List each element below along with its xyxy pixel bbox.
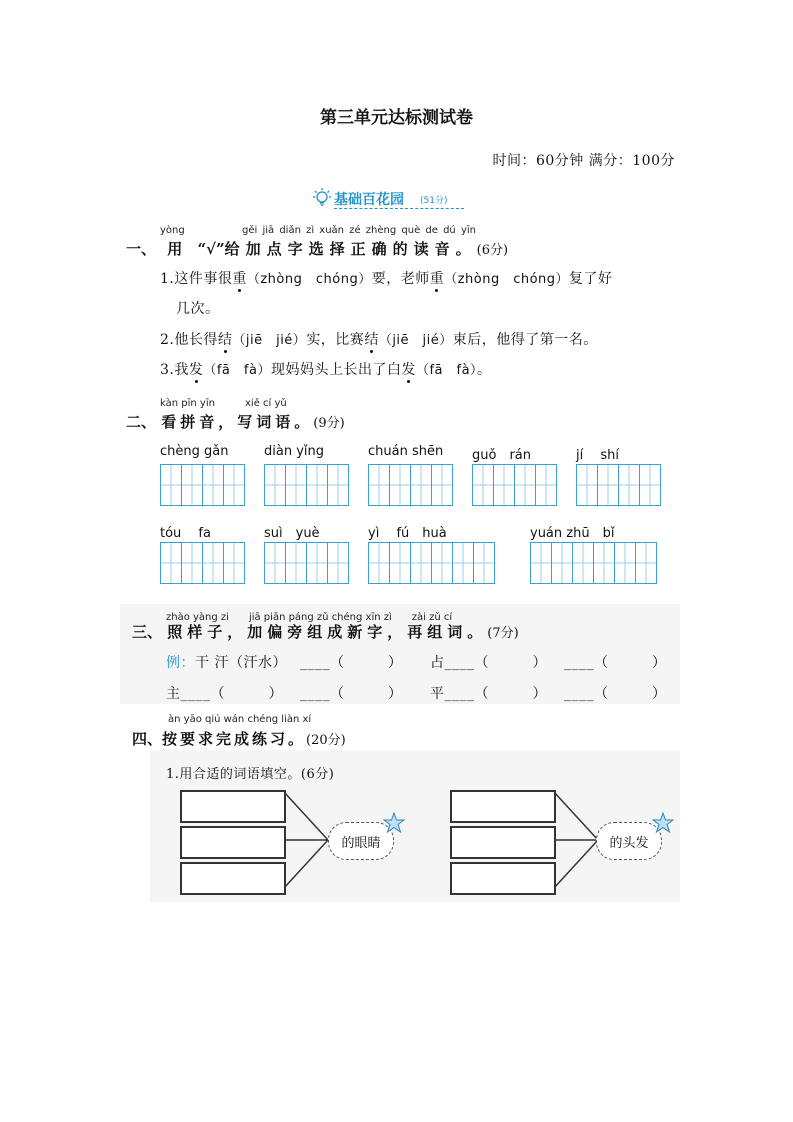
grid-cell[interactable] bbox=[453, 543, 474, 583]
pinyin-word-label: chuán shēn bbox=[368, 444, 444, 459]
item-number: 3. bbox=[160, 362, 175, 378]
grid-cell[interactable] bbox=[161, 465, 182, 505]
grid-cell[interactable] bbox=[307, 465, 328, 505]
grid-cell[interactable] bbox=[536, 465, 556, 505]
answer-blank[interactable]: ____（ ） bbox=[444, 655, 547, 671]
section1-pinyin-b: gěi jiā diǎn zì xuǎn zé zhèng què de dú yīn bbox=[242, 225, 476, 236]
grid-cell[interactable] bbox=[594, 543, 615, 583]
grid-cell[interactable] bbox=[636, 543, 656, 583]
section3-heading bbox=[132, 621, 519, 642]
grid-cell[interactable] bbox=[615, 543, 636, 583]
pinyin-options[interactable]: （jiē jié） bbox=[378, 333, 453, 348]
item-text: 要，老师 bbox=[371, 271, 430, 287]
grid-cell[interactable] bbox=[328, 465, 348, 505]
target-bubble-hair: 的头发 bbox=[596, 822, 662, 860]
banner-title: 基础百花园 bbox=[334, 192, 404, 208]
section3-example bbox=[166, 652, 287, 672]
section1-text-c: 给加点字选择正确的读音。 bbox=[224, 240, 477, 258]
section3-blank[interactable]: ____（ ） bbox=[300, 655, 403, 671]
item-text: 他长得 bbox=[174, 332, 218, 348]
base-char: 平 bbox=[430, 686, 445, 702]
section1-heading bbox=[126, 238, 508, 259]
section4-heading bbox=[132, 728, 346, 749]
item-text: 。 bbox=[477, 362, 492, 378]
pinyin-options[interactable]: （zhòng chóng） bbox=[444, 272, 570, 287]
section3-score: (7分) bbox=[487, 626, 519, 641]
grid-cell[interactable] bbox=[286, 543, 307, 583]
dotted-char: 重 bbox=[232, 271, 247, 287]
grid-cell[interactable] bbox=[473, 465, 494, 505]
grid-cell[interactable] bbox=[161, 543, 182, 583]
grid-cell[interactable] bbox=[203, 543, 224, 583]
grid-cell[interactable] bbox=[619, 465, 640, 505]
pinyin-options[interactable]: （fā fà） bbox=[203, 363, 271, 378]
grid-cell[interactable] bbox=[515, 465, 536, 505]
grid-cell[interactable] bbox=[224, 543, 244, 583]
section1-number: 一、 bbox=[126, 240, 157, 258]
example-text: 干 汗（汗水） bbox=[195, 655, 287, 671]
section1-checkmark: “√” bbox=[197, 240, 225, 258]
pinyin-options[interactable]: （jiē jié） bbox=[232, 333, 307, 348]
grid-cell[interactable] bbox=[432, 465, 452, 505]
pinyin-word-label: yì fú huà bbox=[368, 526, 447, 541]
target-bubble-eyes: 的眼睛 bbox=[328, 822, 394, 860]
grid-cell[interactable] bbox=[369, 465, 390, 505]
section4-pinyin: àn yāo qiú wán chéng liàn xí bbox=[168, 714, 312, 725]
grid-cell[interactable] bbox=[432, 543, 453, 583]
grid-cell[interactable] bbox=[307, 543, 328, 583]
pinyin-word-label: yuán zhū bǐ bbox=[530, 526, 615, 541]
section3-number: 三、 bbox=[132, 623, 163, 641]
writing-grid[interactable] bbox=[530, 542, 657, 584]
writing-grid[interactable] bbox=[264, 464, 349, 506]
pinyin-options[interactable]: （fā fà） bbox=[415, 363, 478, 378]
pinyin-word-label: jí shí bbox=[576, 448, 619, 463]
section3-char-zhu bbox=[166, 683, 283, 703]
section3-blank[interactable]: ____（ ） bbox=[564, 655, 667, 671]
star-icon bbox=[383, 812, 405, 834]
grid-cell[interactable] bbox=[598, 465, 619, 505]
star-icon bbox=[652, 812, 674, 834]
page-title: 第三单元达标测试卷 bbox=[320, 108, 473, 128]
exam-meta bbox=[492, 150, 675, 170]
lightbulb-icon bbox=[312, 186, 332, 210]
answer-box[interactable] bbox=[180, 826, 286, 859]
pinyin-word-label: guǒ rán bbox=[472, 448, 531, 463]
section3-blank[interactable]: ____（ ） bbox=[300, 686, 403, 702]
section3-pinyin: zhào yàng zi jiā piān páng zǔ chéng xīn zì zài zǔ cí bbox=[166, 612, 453, 623]
answer-blank[interactable]: ____（ ） bbox=[444, 686, 547, 702]
section2-pinyin-b: xiě cí yǔ bbox=[245, 398, 287, 409]
section1-text-a: 用 bbox=[167, 240, 183, 258]
writing-grid[interactable] bbox=[368, 464, 453, 506]
item-number: 1. bbox=[160, 271, 175, 287]
question-1-2 bbox=[160, 329, 598, 349]
section3-char-zhan bbox=[430, 652, 547, 672]
grid-cell[interactable] bbox=[640, 465, 660, 505]
pinyin-options[interactable]: （zhòng chóng） bbox=[246, 272, 372, 287]
grid-cell[interactable] bbox=[577, 465, 598, 505]
section2-pinyin-a: kàn pīn yīn bbox=[160, 398, 215, 409]
section3-text: 照样子，加偏旁组成新字，再组词。 bbox=[167, 623, 488, 641]
grid-cell[interactable] bbox=[286, 465, 307, 505]
score-label: 满分： bbox=[588, 153, 633, 169]
section2-text-b: 写词语。 bbox=[237, 413, 314, 431]
question-1-1 bbox=[160, 268, 613, 288]
dotted-char: 发 bbox=[188, 362, 204, 378]
dotted-char: 发 bbox=[401, 362, 416, 378]
banner-score: (51分) bbox=[420, 196, 448, 206]
grid-cell[interactable] bbox=[411, 543, 432, 583]
answer-box[interactable] bbox=[450, 826, 556, 859]
grid-cell[interactable] bbox=[182, 465, 203, 505]
grid-cell[interactable] bbox=[328, 543, 348, 583]
answer-box[interactable] bbox=[180, 862, 286, 895]
grid-cell[interactable] bbox=[573, 543, 594, 583]
dotted-char: 结 bbox=[217, 332, 233, 348]
grid-cell[interactable] bbox=[390, 465, 411, 505]
pinyin-word-label: chèng gǎn bbox=[160, 444, 229, 459]
item-text: 我 bbox=[174, 362, 189, 378]
base-char: 主 bbox=[166, 686, 181, 702]
grid-cell[interactable] bbox=[474, 543, 494, 583]
writing-grid[interactable] bbox=[264, 542, 349, 584]
section1-score: (6分) bbox=[476, 243, 509, 258]
banner-underline bbox=[334, 208, 464, 209]
answer-blank[interactable]: ____（ ） bbox=[180, 686, 283, 702]
grid-cell[interactable] bbox=[494, 465, 515, 505]
grid-cell[interactable] bbox=[265, 465, 286, 505]
time-label: 时间： bbox=[492, 153, 536, 169]
connector-lines bbox=[284, 790, 334, 900]
question-1-1-cont: 几次。 bbox=[176, 301, 220, 317]
grid-cell[interactable] bbox=[552, 543, 573, 583]
section4-score: (20分) bbox=[306, 733, 346, 748]
pinyin-word-label: suì yuè bbox=[264, 526, 320, 541]
section3-char-ping bbox=[430, 683, 547, 703]
item-text: 这件事很 bbox=[174, 271, 233, 287]
pinyin-word-label: tóu fa bbox=[160, 526, 211, 541]
section1-pinyin-a: yòng bbox=[160, 225, 185, 236]
grid-cell[interactable] bbox=[411, 465, 432, 505]
answer-box[interactable] bbox=[450, 862, 556, 895]
grid-cell[interactable] bbox=[265, 543, 286, 583]
question-1-3 bbox=[160, 359, 492, 379]
section2-score: (9分) bbox=[313, 416, 345, 431]
section4-text: 按要求完成练习。 bbox=[162, 730, 307, 748]
answer-box[interactable] bbox=[180, 790, 286, 823]
dotted-char: 结 bbox=[364, 332, 379, 348]
writing-grid[interactable] bbox=[160, 464, 245, 506]
section4-number: 四、 bbox=[132, 730, 163, 748]
grid-cell[interactable] bbox=[182, 543, 203, 583]
item-text: 复了好 bbox=[569, 271, 613, 287]
grid-cell[interactable] bbox=[203, 465, 224, 505]
base-char: 占 bbox=[430, 655, 445, 671]
writing-grid[interactable] bbox=[576, 464, 661, 506]
section2-number: 二、 bbox=[126, 413, 157, 431]
writing-grid[interactable] bbox=[368, 542, 495, 584]
writing-grid[interactable] bbox=[472, 464, 557, 506]
grid-cell[interactable] bbox=[390, 543, 411, 583]
item-text: 现妈妈头上长出了白 bbox=[270, 362, 402, 378]
score-value: 100分 bbox=[632, 153, 675, 169]
example-label: 例： bbox=[166, 655, 195, 671]
dotted-char: 重 bbox=[429, 271, 445, 287]
writing-grid[interactable] bbox=[160, 542, 245, 584]
section2-heading bbox=[126, 411, 345, 432]
item-text: 束后，他得了第一名。 bbox=[452, 332, 598, 348]
section2-text-a: 看拼音， bbox=[161, 413, 238, 431]
grid-cell[interactable] bbox=[531, 543, 552, 583]
section3-blank[interactable]: ____（ ） bbox=[564, 686, 667, 702]
section4-sub1: 1.用合适的词语填空。(6分) bbox=[166, 767, 335, 782]
item-number: 2. bbox=[160, 332, 175, 348]
grid-cell[interactable] bbox=[224, 465, 244, 505]
answer-box[interactable] bbox=[450, 790, 556, 823]
pinyin-word-label: diàn yǐng bbox=[264, 444, 324, 459]
time-value: 60分钟 bbox=[535, 153, 584, 169]
item-text: 实，比赛 bbox=[306, 332, 365, 348]
grid-cell[interactable] bbox=[369, 543, 390, 583]
